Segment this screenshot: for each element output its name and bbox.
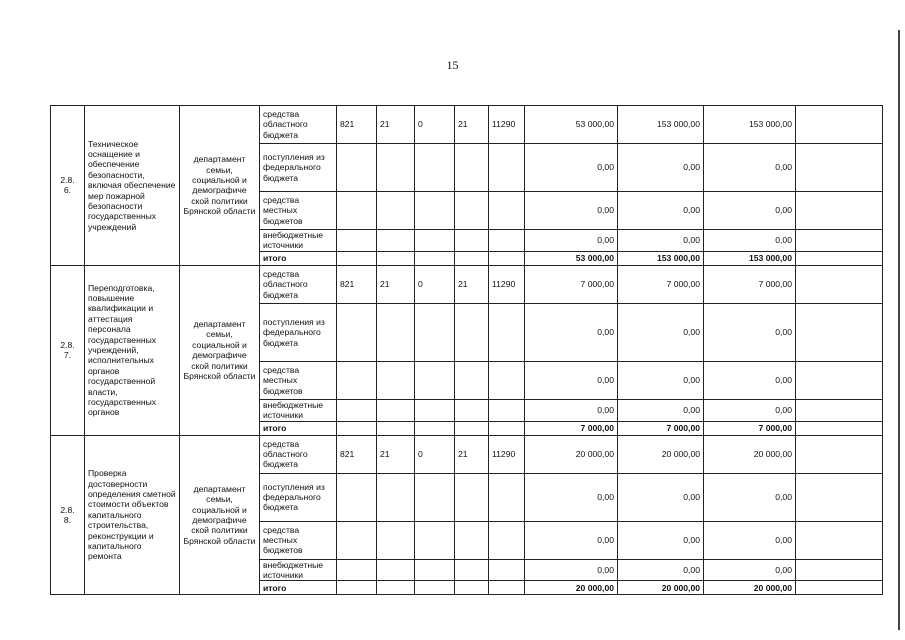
budget-code-cell	[455, 192, 489, 230]
budget-code-cell	[337, 473, 377, 521]
empty-cell	[455, 421, 489, 435]
budget-code-cell	[489, 192, 525, 230]
budget-code-cell	[337, 559, 377, 581]
budget-code-cell	[377, 303, 415, 361]
empty-cell	[489, 251, 525, 265]
budget-code-cell	[415, 230, 455, 252]
total-amount-cell: 20 000,00	[618, 581, 704, 595]
empty-cell	[377, 251, 415, 265]
budget-code-cell	[337, 230, 377, 252]
total-amount-cell: 7 000,00	[618, 421, 704, 435]
budget-code-cell: 21	[455, 106, 489, 144]
empty-cell	[796, 559, 883, 581]
empty-cell	[796, 303, 883, 361]
empty-cell	[415, 251, 455, 265]
responsible-department: департамент семьи, социальной и демографиче ской политики Брянской области	[180, 106, 260, 266]
empty-cell	[796, 192, 883, 230]
budget-code-cell: 0	[415, 265, 455, 303]
amount-cell: 0,00	[525, 361, 618, 399]
section-number: 2.8. 6.	[51, 106, 85, 266]
amount-cell: 0,00	[618, 361, 704, 399]
budget-code-cell	[415, 399, 455, 421]
total-amount-cell: 153 000,00	[618, 251, 704, 265]
amount-cell: 0,00	[618, 521, 704, 559]
funding-source: средства областного бюджета	[260, 265, 337, 303]
budget-table	[50, 105, 883, 595]
budget-code-cell	[377, 521, 415, 559]
budget-code-cell	[489, 521, 525, 559]
empty-cell	[337, 581, 377, 595]
amount-cell: 153 000,00	[618, 106, 704, 144]
funding-source: поступления из федерального бюджета	[260, 473, 337, 521]
funding-source: средства местных бюджетов	[260, 192, 337, 230]
budget-code-cell	[455, 144, 489, 192]
total-label: итого	[260, 581, 337, 595]
budget-code-cell	[489, 303, 525, 361]
budget-code-cell	[377, 230, 415, 252]
budget-code-cell: 821	[337, 435, 377, 473]
amount-cell: 0,00	[704, 521, 796, 559]
empty-cell	[415, 421, 455, 435]
page-edge-line	[898, 30, 900, 630]
amount-cell: 0,00	[618, 303, 704, 361]
budget-code-cell: 11290	[489, 106, 525, 144]
empty-cell	[796, 399, 883, 421]
total-amount-cell: 20 000,00	[704, 581, 796, 595]
empty-cell	[415, 581, 455, 595]
budget-code-cell	[377, 361, 415, 399]
budget-code-cell: 21	[455, 265, 489, 303]
empty-cell	[796, 230, 883, 252]
budget-code-cell	[415, 559, 455, 581]
total-amount-cell: 7 000,00	[525, 421, 618, 435]
amount-cell: 0,00	[704, 473, 796, 521]
budget-code-cell	[455, 559, 489, 581]
amount-cell: 0,00	[618, 230, 704, 252]
table-row	[51, 106, 883, 144]
empty-cell	[796, 361, 883, 399]
total-label: итого	[260, 251, 337, 265]
amount-cell: 7 000,00	[618, 265, 704, 303]
amount-cell: 0,00	[704, 303, 796, 361]
budget-code-cell	[377, 192, 415, 230]
budget-code-cell	[415, 303, 455, 361]
budget-code-cell	[337, 303, 377, 361]
amount-cell: 0,00	[525, 521, 618, 559]
budget-code-cell: 21	[377, 435, 415, 473]
budget-code-cell	[377, 399, 415, 421]
amount-cell: 0,00	[525, 559, 618, 581]
activity-description: Техническое оснащение и обеспечение безопасности, включая обеспечение мер пожарной безопасности государственных учреждений	[85, 106, 180, 266]
empty-cell	[796, 581, 883, 595]
empty-cell	[796, 521, 883, 559]
amount-cell: 20 000,00	[704, 435, 796, 473]
budget-code-cell: 11290	[489, 435, 525, 473]
amount-cell: 0,00	[618, 559, 704, 581]
budget-code-cell: 21	[377, 106, 415, 144]
budget-code-cell	[415, 473, 455, 521]
amount-cell: 0,00	[525, 473, 618, 521]
empty-cell	[377, 581, 415, 595]
amount-cell: 0,00	[525, 230, 618, 252]
amount-cell: 0,00	[525, 144, 618, 192]
table-row	[51, 265, 883, 303]
empty-cell	[337, 421, 377, 435]
empty-cell	[796, 473, 883, 521]
funding-source: внебюджетные источники	[260, 230, 337, 252]
budget-code-cell	[489, 361, 525, 399]
funding-source: средства местных бюджетов	[260, 361, 337, 399]
budget-code-cell	[455, 473, 489, 521]
budget-code-cell	[337, 144, 377, 192]
responsible-department: департамент семьи, социальной и демографиче ской политики Брянской области	[180, 265, 260, 435]
amount-cell: 20 000,00	[525, 435, 618, 473]
empty-cell	[796, 265, 883, 303]
budget-code-cell	[489, 230, 525, 252]
empty-cell	[796, 251, 883, 265]
total-amount-cell: 153 000,00	[704, 251, 796, 265]
budget-code-cell	[415, 521, 455, 559]
budget-code-cell	[455, 361, 489, 399]
empty-cell	[455, 581, 489, 595]
funding-source: средства областного бюджета	[260, 106, 337, 144]
budget-code-cell	[337, 521, 377, 559]
funding-source: поступления из федерального бюджета	[260, 303, 337, 361]
budget-code-cell	[489, 144, 525, 192]
budget-code-cell	[489, 559, 525, 581]
amount-cell: 153 000,00	[704, 106, 796, 144]
budget-code-cell	[455, 303, 489, 361]
total-label: итого	[260, 421, 337, 435]
activity-description: Проверка достоверности определения сметной стоимости объектов капитального строительства, реконструкции и капитального ремонта	[85, 435, 180, 595]
amount-cell: 0,00	[525, 303, 618, 361]
budget-code-cell: 21	[455, 435, 489, 473]
budget-code-cell	[415, 361, 455, 399]
funding-source: средства областного бюджета	[260, 435, 337, 473]
amount-cell: 0,00	[525, 192, 618, 230]
amount-cell: 0,00	[704, 192, 796, 230]
budget-code-cell: 11290	[489, 265, 525, 303]
empty-cell	[796, 106, 883, 144]
empty-cell	[489, 421, 525, 435]
budget-code-cell	[489, 473, 525, 521]
budget-code-cell	[337, 361, 377, 399]
amount-cell: 7 000,00	[704, 265, 796, 303]
budget-code-cell: 21	[377, 265, 415, 303]
empty-cell	[455, 251, 489, 265]
page-number: 15	[446, 58, 459, 72]
budget-code-cell	[337, 192, 377, 230]
empty-cell	[796, 435, 883, 473]
amount-cell: 53 000,00	[525, 106, 618, 144]
budget-code-cell	[377, 144, 415, 192]
empty-cell	[377, 421, 415, 435]
empty-cell	[337, 251, 377, 265]
funding-source: внебюджетные источники	[260, 559, 337, 581]
amount-cell: 0,00	[704, 559, 796, 581]
amount-cell: 0,00	[618, 144, 704, 192]
amount-cell: 0,00	[618, 192, 704, 230]
budget-code-cell	[455, 521, 489, 559]
amount-cell: 0,00	[704, 230, 796, 252]
amount-cell: 0,00	[618, 399, 704, 421]
section-number: 2.8. 7.	[51, 265, 85, 435]
budget-code-cell: 0	[415, 106, 455, 144]
empty-cell	[796, 144, 883, 192]
budget-code-cell: 821	[337, 265, 377, 303]
amount-cell: 7 000,00	[525, 265, 618, 303]
amount-cell: 20 000,00	[618, 435, 704, 473]
funding-source: внебюджетные источники	[260, 399, 337, 421]
budget-code-cell	[337, 399, 377, 421]
funding-source: поступления из федерального бюджета	[260, 144, 337, 192]
amount-cell: 0,00	[618, 473, 704, 521]
amount-cell: 0,00	[525, 399, 618, 421]
budget-code-cell	[455, 230, 489, 252]
budget-code-cell	[377, 559, 415, 581]
budget-code-cell	[415, 144, 455, 192]
budget-code-cell	[415, 192, 455, 230]
activity-description: Переподготовка, повышение квалификации и аттестация персонала государственных учреждений, исполнительных органов государственной власти, государственных органов	[85, 265, 180, 435]
section-number: 2.8. 8.	[51, 435, 85, 595]
total-amount-cell: 53 000,00	[525, 251, 618, 265]
empty-cell	[489, 581, 525, 595]
funding-source: средства местных бюджетов	[260, 521, 337, 559]
total-amount-cell: 7 000,00	[704, 421, 796, 435]
responsible-department: департамент семьи, социальной и демографиче ской политики Брянской области	[180, 435, 260, 595]
budget-code-cell: 821	[337, 106, 377, 144]
amount-cell: 0,00	[704, 361, 796, 399]
total-amount-cell: 20 000,00	[525, 581, 618, 595]
table-row	[51, 435, 883, 473]
budget-code-cell	[455, 399, 489, 421]
amount-cell: 0,00	[704, 399, 796, 421]
budget-code-cell	[489, 399, 525, 421]
budget-code-cell: 0	[415, 435, 455, 473]
empty-cell	[796, 421, 883, 435]
amount-cell: 0,00	[704, 144, 796, 192]
budget-code-cell	[377, 473, 415, 521]
